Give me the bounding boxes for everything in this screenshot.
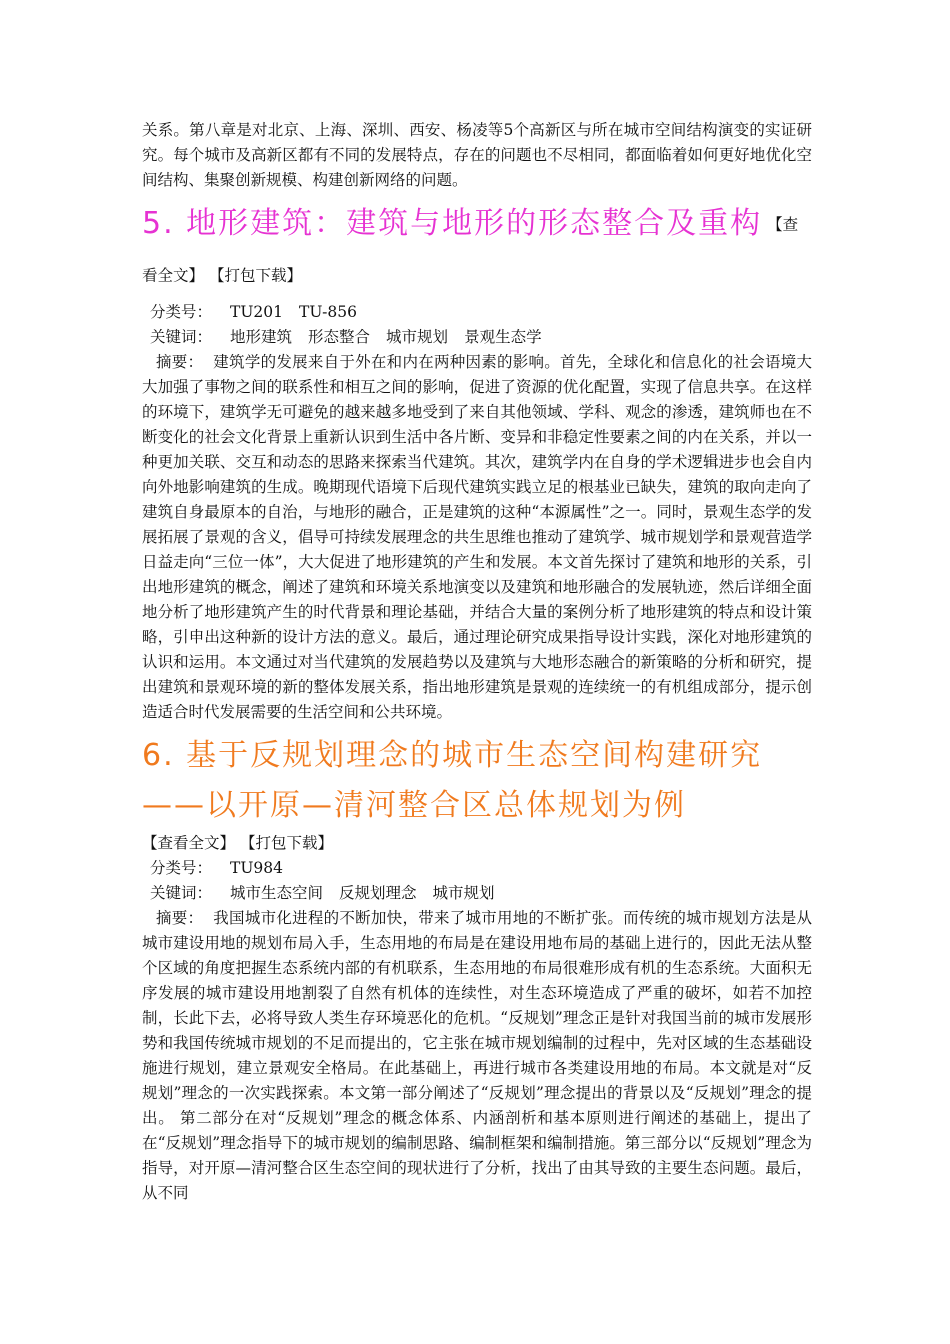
- article-5-classification: [142, 300, 812, 325]
- article-6: [142, 731, 812, 1206]
- keyword: 景观生态学: [464, 328, 542, 346]
- article-5-abstract: [142, 350, 812, 725]
- classification-label: 分类号：: [150, 859, 213, 877]
- article-6-view-full-link[interactable]: 【查看全文】: [142, 834, 236, 852]
- keywords-label: 关键词：: [150, 328, 213, 346]
- intro-paragraph: 关系。第八章是对北京、上海、深圳、西安、杨凌等5个高新区与所在城市空间结构演变的实证研究。每个城市及高新区都有不同的发展特点，存在的问题也不尽相同，都面临着如何更好地优化空间结构、集聚创新规模、构建创新网络的问题。: [142, 121, 812, 189]
- abstract-text: 建筑学的发展来自于外在和内在两种因素的影响。首先，全球化和信息化的社会语境大大加强了事物之间的联系性和相互之间的影响，促进了资源的优化配置，实现了信息共享。在这样的环境下，建筑学无可避免的越来越多地受到了来自其他领域、学科、观念的渗透，建筑师也在不断变化的社会文化背景上重新认识到生活中各片断、变异和非稳定性要素之间的内在关系，并以一种更加关联、交互和动态的思路来探索当代建筑。其次，建筑学内在自身的学术逻辑进步也会自内向外地影响建筑的生成。晚期现代语境下后现代建筑实践立足的根基业已缺失，建筑的取向走向了建筑自身最原本的自治，与地形的融合，正是建筑的这种“本源属性”之一。同时，景观生态学的发展拓展了景观的含义，倡导可持续发展理念的共生思维也推动了建筑学、城市规划学和景观营造学日益走向“三位一体”，大大促进了地形建筑的产生和发展。本文首先探讨了建筑和地形的关系，引出地形建筑的概念，阐述了建筑和环境关系地演变以及建筑和地形融合的发展轨迹，然后详细全面地分析了地形建筑产生的时代背景和理论基础，并结合大量的案例分析了地形建筑的特点和设计策略，引申出这种新的设计方法的意义。最后，通过理论研究成果指导设计实践，深化对地形建筑的认识和运用。本文通过对当代建筑的发展趋势以及建筑与大地形态融合的新策略的分析和研究，提出建筑和景观环境的新的整体发展关系，指出地形建筑是景观的连续统一的有机组成部分，提示创造适合时代发展需要的生活空间和公共环境。: [142, 353, 812, 721]
- keywords-label: 关键词：: [150, 884, 213, 902]
- article-6-classification: [142, 856, 812, 881]
- article-5-download-link[interactable]: 【打包下载】: [208, 266, 302, 284]
- keyword: 地形建筑: [230, 328, 293, 346]
- article-6-keywords: [142, 881, 812, 906]
- abstract-label: 摘要：: [156, 353, 204, 371]
- article-5-view-full-link[interactable]: 【查看全文】: [142, 215, 799, 284]
- keyword: 形态整合: [308, 328, 371, 346]
- article-5-title-text: 5. 地形建筑：建筑与地形的形态整合及重构: [142, 206, 763, 241]
- article-6-download-link[interactable]: 【打包下载】: [239, 834, 333, 852]
- article-6-abstract: [142, 906, 812, 1206]
- article-5-title: [142, 199, 812, 300]
- article-5: [142, 199, 812, 725]
- article-6-links: [142, 831, 812, 856]
- keyword: 反规划理念: [339, 884, 417, 902]
- keyword: 城市规划: [386, 328, 449, 346]
- article-6-title: 6. 基于反规划理念的城市生态空间构建研究——以开原—清河整合区总体规划为例: [142, 738, 763, 823]
- classification-label: 分类号：: [150, 303, 213, 321]
- abstract-text: 我国城市化进程的不断加快，带来了城市用地的不断扩张。而传统的城市规划方法是从城市建设用地的规划布局入手，生态用地的布局是在建设用地布局的基础上进行的，因此无法从整个区域的角度把握生态系统内部的有机联系，生态用地的布局很难形成有机的生态系统。大面积无序发展的城市建设用地割裂了自然有机体的连续性，对生态环境造成了严重的破坏，如若不加控制，长此下去，必将导致人类生存环境恶化的危机。“反规划”理念正是针对我国当前的城市发展形势和我国传统城市规划的不足而提出的，它主张在城市规划编制的过程中，先对区域的生态基础设施进行规划，建立景观安全格局。在此基础上，再进行城市各类建设用地的布局。本文就是对“反规划”理念的一次实践探索。本文第一部分阐述了“反规划”理念提出的背景以及“反规划”理念的提出。 第二部分在对“反规划”理念的概念体系、内涵剖析和基本原则进行阐述的基础上，提出了在“反规划”理念指导下的城市规划的编制思路、编制框架和编制措施。第三部分以“反规划”理念为指导，对开原—清河整合区生态空间的现状进行了分析，找出了由其导致的主要生态问题。最后，从不同: [142, 909, 812, 1202]
- keyword: 城市规划: [432, 884, 495, 902]
- classification-code: TU-856: [299, 303, 357, 321]
- keyword: 城市生态空间: [230, 884, 324, 902]
- classification-code: TU201: [230, 303, 284, 321]
- abstract-label: 摘要：: [156, 909, 204, 927]
- article-5-keywords: [142, 325, 812, 350]
- classification-code: TU984: [230, 859, 284, 877]
